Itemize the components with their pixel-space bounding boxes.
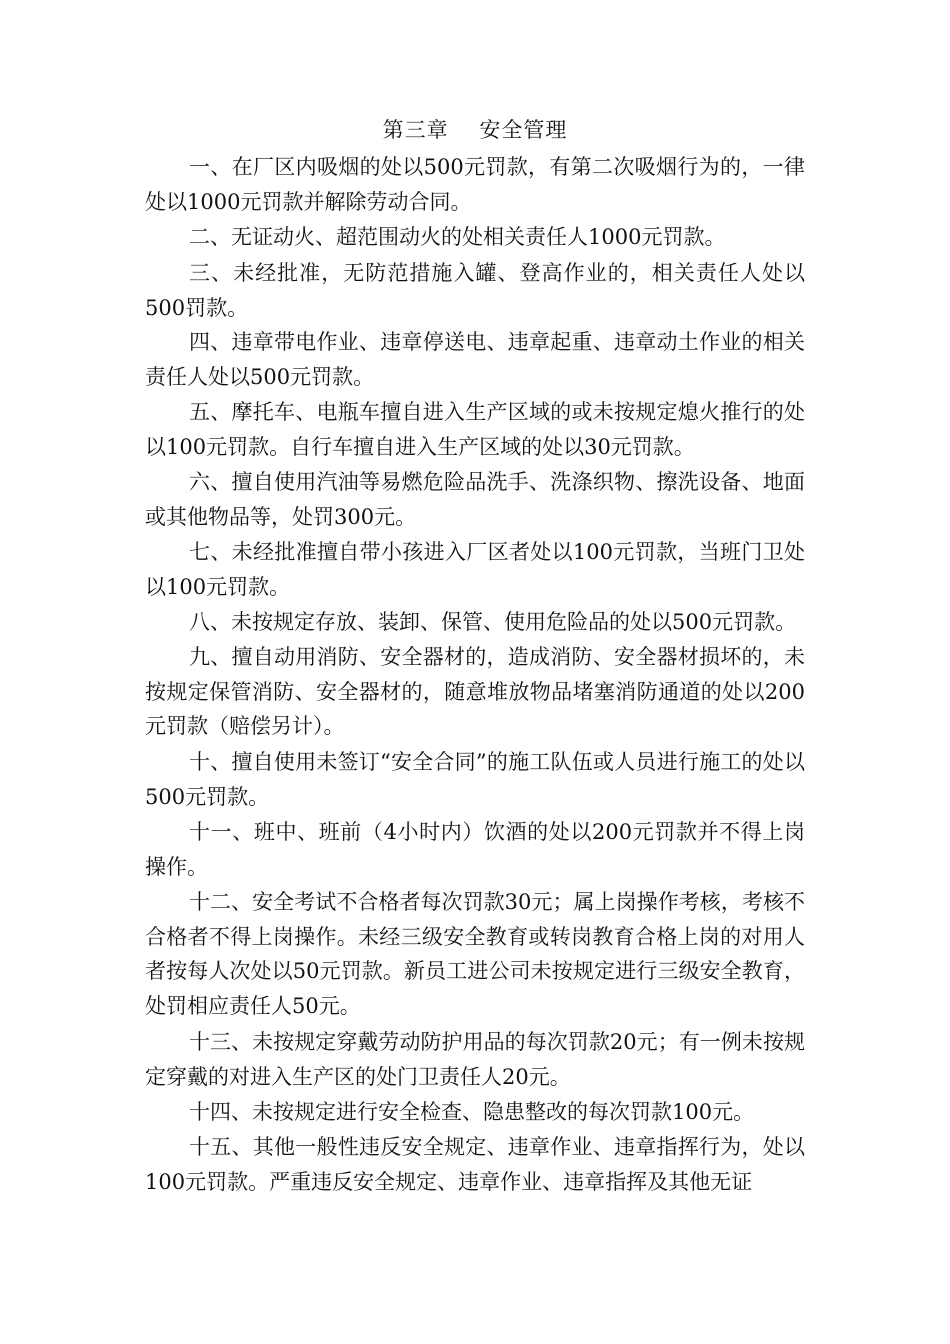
paragraph-3: 三、未经批准，无防范措施入罐、登高作业的，相关责任人处以500罚款。 — [145, 261, 805, 320]
paragraph-5: 五、摩托车、电瓶车擅自进入生产区域的或未按规定熄火推行的处以100元罚款。自行车擅自进入生产区域的处以30元罚款。 — [145, 400, 805, 459]
paragraph-15: 十五、其他一般性违反安全规定、违章作业、违章指挥行为，处以100元罚款。严重违反安全规定、违章作业、违章指挥及其他无证 — [145, 1135, 805, 1194]
paragraph-9: 九、擅自动用消防、安全器材的，造成消防、安全器材损坏的，未按规定保管消防、安全器材的，随意堆放物品堵塞消防通道的处以200元罚款（赔偿另计）。 — [145, 645, 805, 738]
paragraph-6: 六、擅自使用汽油等易燃危险品洗手、洗涤织物、擦洗设备、地面或其他物品等，处罚300元。 — [145, 470, 805, 529]
paragraph-8: 八、未按规定存放、装卸、保管、使用危险品的处以500元罚款。 — [189, 610, 797, 634]
chapter-title: 第三章 安全管理 — [382, 118, 568, 142]
paragraph-13: 十三、未按规定穿戴劳动防护用品的每次罚款20元；有一例未按规定穿戴的对进入生产区的处门卫责任人20元。 — [145, 1030, 805, 1089]
paragraph-12: 十二、安全考试不合格者每次罚款30元；属上岗操作考核，考核不合格者不得上岗操作。未经三级安全教育或转岗教育合格上岗的对用人者按每人次处以50元罚款。新员工进公司未按规定进行三级安全教育，处罚相应责任人50元。 — [145, 890, 805, 1018]
paragraph-11: 十一、班中、班前（4小时内）饮酒的处以200元罚款并不得上岗操作。 — [145, 820, 805, 879]
paragraph-14: 十四、未按规定进行安全检查、隐患整改的每次罚款100元。 — [189, 1100, 755, 1124]
paragraph-10: 十、擅自使用未签订“安全合同”的施工队伍或人员进行施工的处以500元罚款。 — [145, 750, 805, 809]
paragraph-1: 一、在厂区内吸烟的处以500元罚款，有第二次吸烟行为的，一律处以1000元罚款并解除劳动合同。 — [145, 155, 805, 214]
paragraph-7: 七、未经批准擅自带小孩进入厂区者处以100元罚款，当班门卫处以100元罚款。 — [145, 540, 805, 599]
paragraph-4: 四、违章带电作业、违章停送电、违章起重、违章动土作业的相关责任人处以500元罚款。 — [145, 330, 805, 389]
paragraph-2: 二、无证动火、超范围动火的处相关责任人1000元罚款。 — [189, 225, 726, 249]
